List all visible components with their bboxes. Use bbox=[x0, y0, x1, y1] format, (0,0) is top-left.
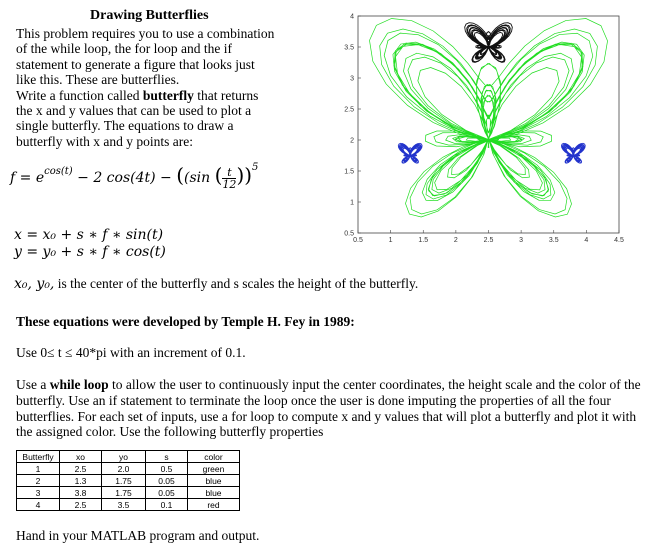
f-sin: (sin bbox=[184, 170, 215, 186]
table-cell: 3.8 bbox=[60, 487, 102, 499]
frac-numerator: t bbox=[222, 167, 236, 179]
table-header-row bbox=[17, 451, 240, 463]
instructions-post: to allow the user to continuously input the center coordinates, the height scale and the color of the butterfly. Use an if statement to terminate the loop once the user is done imputing the properties of all the four butterflies. For each set of inputs, use a for loop to compute x and y values that will plot a butterfly and plot it with the assigned color. Use the following butterfly properties bbox=[16, 377, 641, 440]
table-cell: 2.5 bbox=[60, 499, 102, 511]
y-tick-label: 2 bbox=[350, 137, 354, 145]
table-row bbox=[17, 475, 240, 487]
header-cell: Butterfly bbox=[17, 451, 60, 463]
x-tick-label: 4 bbox=[584, 237, 589, 244]
frac-denominator: 12 bbox=[222, 177, 237, 191]
table-cell: 2 bbox=[17, 475, 60, 487]
x-tick-label: 3 bbox=[519, 237, 524, 244]
table-cell: 3 bbox=[17, 487, 60, 499]
y-tick-label: 4 bbox=[350, 13, 354, 21]
table-cell: blue bbox=[188, 475, 240, 487]
y-equation: y = y₀ + s ∗ f ∗ cos(t) bbox=[14, 244, 166, 260]
table-row bbox=[17, 463, 240, 475]
intro-line: the x and y values that can be used to plot a bbox=[16, 103, 252, 119]
t-over-12 bbox=[222, 167, 236, 190]
page-title: Drawing Butterflies bbox=[90, 8, 209, 23]
center-note bbox=[14, 276, 418, 292]
table-cell: 0.1 bbox=[146, 499, 188, 511]
intro-line: like this. These are butterflies. bbox=[16, 72, 180, 88]
table-cell: 2.0 bbox=[102, 463, 146, 475]
developed-by: These equations were developed by Temple H. Fey in 1989: bbox=[16, 314, 355, 329]
f-close: )) bbox=[236, 163, 253, 187]
intro-text: Write a function called bbox=[16, 87, 143, 103]
table-cell: 1.75 bbox=[102, 475, 146, 487]
y-tick-label: 1 bbox=[350, 199, 354, 207]
while-loop-term: while loop bbox=[49, 377, 109, 392]
x-tick-label: 2 bbox=[453, 237, 458, 244]
f-lhs: f = e bbox=[10, 170, 45, 186]
footer-text: Hand in your MATLAB program and output. bbox=[16, 528, 260, 543]
table-row bbox=[17, 487, 240, 499]
x-tick-label: 1 bbox=[388, 237, 393, 244]
x-tick-label: 3.5 bbox=[548, 237, 559, 244]
header-cell: xo bbox=[60, 451, 102, 463]
intro-paragraph bbox=[16, 26, 316, 149]
header-cell: s bbox=[146, 451, 188, 463]
table-row bbox=[17, 499, 240, 511]
table-cell: 1.75 bbox=[102, 487, 146, 499]
table-cell: 2.5 bbox=[60, 463, 102, 475]
x-tick-label: 4.5 bbox=[614, 237, 624, 244]
table-cell: 0.5 bbox=[146, 463, 188, 475]
intro-line bbox=[16, 88, 316, 103]
x-tick-label: 0.5 bbox=[353, 237, 363, 244]
intro-text: that returns bbox=[193, 87, 259, 103]
x-tick-label: 1.5 bbox=[418, 237, 429, 244]
y-tick-label: 3 bbox=[350, 75, 354, 83]
intro-line: statement to generate a figure that looks just bbox=[16, 56, 255, 72]
range-text: Use 0≤ t ≤ 40*pi with an increment of 0.1. bbox=[16, 345, 246, 360]
f-power: 5 bbox=[252, 162, 259, 173]
instructions bbox=[16, 377, 641, 440]
table-cell: 3.5 bbox=[102, 499, 146, 511]
function-name: butterfly bbox=[142, 87, 194, 103]
table-cell: 4 bbox=[17, 499, 60, 511]
table-cell: 1.3 bbox=[60, 475, 102, 487]
y-tick-label: 1.5 bbox=[344, 168, 354, 176]
plot-svg bbox=[330, 12, 655, 247]
header-cell: color bbox=[188, 451, 240, 463]
butterfly-plot bbox=[330, 12, 655, 247]
instructions-pre: Use a bbox=[16, 377, 50, 392]
table-cell: 1 bbox=[17, 463, 60, 475]
intro-line: of the while loop, the for loop and the if bbox=[16, 41, 232, 57]
f-exponent: cos(t) bbox=[44, 166, 73, 177]
f-equation: $f = e^{cos(t)} - 2$ cos(4t) − ((sin ( $\frac{t}{12}$ ))$^5$ bbox=[10, 162, 259, 191]
table-cell: 0.05 bbox=[146, 475, 188, 487]
table-cell: red bbox=[188, 499, 240, 511]
header-cell: yo bbox=[102, 451, 146, 463]
x-equation: x = x₀ + s ∗ f ∗ sin(t) bbox=[14, 227, 164, 243]
intro-line: This problem requires you to use a combination bbox=[16, 26, 275, 41]
properties-table bbox=[16, 450, 240, 511]
table-cell: 0.05 bbox=[146, 487, 188, 499]
table-cell: blue bbox=[188, 487, 240, 499]
y-tick-label: 2.5 bbox=[344, 106, 354, 114]
y-tick-label: 0.5 bbox=[344, 230, 354, 238]
center-vars: x₀, y₀, bbox=[14, 276, 55, 292]
f-middle: − 2 cos(4t) − bbox=[72, 170, 177, 186]
y-tick-label: 3.5 bbox=[344, 44, 354, 52]
intro-line: single butterfly. The equations to draw a bbox=[16, 118, 234, 134]
center-text: is the center of the butterfly and s scales the height of the butterfly. bbox=[54, 276, 419, 291]
intro-line: butterfly with x and y points are: bbox=[16, 133, 193, 149]
table-cell: green bbox=[188, 463, 240, 475]
x-tick-label: 2.5 bbox=[483, 237, 494, 244]
